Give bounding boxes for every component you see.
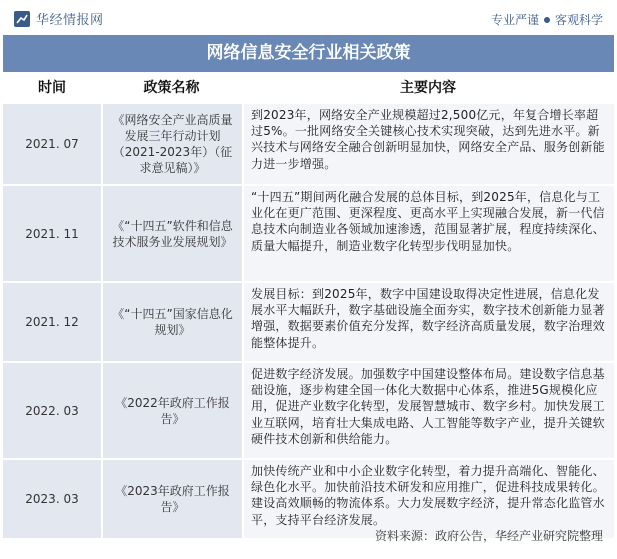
cell-date: 2021. 12 xyxy=(3,283,101,361)
brand-logo xyxy=(13,9,104,28)
cell-content: 加快传统产业和中小企业数字化转型，着力提升高端化、智能化、绿色化水平。加快前沿技术研发和应用推广，促进科技成果转化。建设高效顺畅的物流体系。大力发展数字经济，提升常态化监管水平，支持平台经济发展。 xyxy=(242,460,614,538)
slogan-right: 客观科学 xyxy=(554,13,603,27)
cell-policy: 《2023年政府工作报告》 xyxy=(101,460,242,538)
bullet-dot-icon xyxy=(544,17,550,23)
cell-policy: 《2022年政府工作报告》 xyxy=(101,363,242,458)
table-title: 网络信息安全行业相关政策 xyxy=(3,35,614,72)
cell-policy: 《“十四五”软件和信息技术服务业发展规划》 xyxy=(101,186,242,281)
cell-date: 2021. 11 xyxy=(3,186,101,281)
column-header-date: 时间 xyxy=(38,80,66,96)
cell-content: 发展目标：到2025年，数字中国建设取得决定性进展，信息化发展水平大幅跃升，数字基础设施全面夯实，数字技术创新能力显著增强，数据要素价值充分发挥，数字经济高质量发展，数字治理效能整体提升。 xyxy=(242,283,614,361)
column-header-content: 主要内容 xyxy=(400,80,456,96)
brand-logo-icon xyxy=(13,10,31,28)
cell-content: 到2023年，网络安全产业规模超过2,500亿元，年复合增长率超过5%。一批网络安全关键核心技术实现突破，达到先进水平。新兴技术与网络安全融合创新明显加快，网络安全产品、服务创新能力进一步增强。 xyxy=(242,104,614,184)
cell-date: 2022. 03 xyxy=(3,363,101,458)
cell-content: “十四五”期间两化融合发展的总体目标，到2025年，信息化与工业化在更广范围、更深程度、更高水平上实现融合发展，新一代信息技术向制造业各领域加速渗透，范围显著扩展，程度持续深化、质量大幅提升，制造业数字化转型步伐明显加快。 xyxy=(242,186,614,281)
cell-date: 2021. 07 xyxy=(3,104,101,184)
table-row xyxy=(3,102,614,184)
table-row xyxy=(3,281,614,361)
slogan-left: 专业严谨 xyxy=(490,13,539,27)
table-row xyxy=(3,361,614,458)
policy-table xyxy=(3,75,614,538)
table-header xyxy=(3,75,614,102)
slogan xyxy=(491,11,603,28)
cell-content: 促进数字经济发展。加强数字中国建设整体布局。建设数字信息基础设施，逐步构建全国一体化大数据中心体系，推进5G规模化应用，促进产业数字化转型，发展智慧城市、数字乡村。加快发展工业互联网，培育壮大集成电路、人工智能等数字产业，提升关键软硬件技术创新和供给能力。 xyxy=(242,363,614,458)
table-row xyxy=(3,184,614,281)
brand-name: 华经情报网 xyxy=(36,13,104,28)
top-bar xyxy=(0,0,617,34)
column-header-policy: 政策名称 xyxy=(143,80,200,96)
table-row xyxy=(3,458,614,538)
cell-policy: 《网络安全产业高质量发展三年行动计划（2021-2023年）（征求意见稿）》 xyxy=(101,104,242,184)
source-note: 资料来源：政府公告，华经产业研究院整理 xyxy=(374,529,603,543)
cell-date: 2023. 03 xyxy=(3,460,101,538)
cell-policy: 《“十四五”国家信息化规划》 xyxy=(101,283,242,361)
